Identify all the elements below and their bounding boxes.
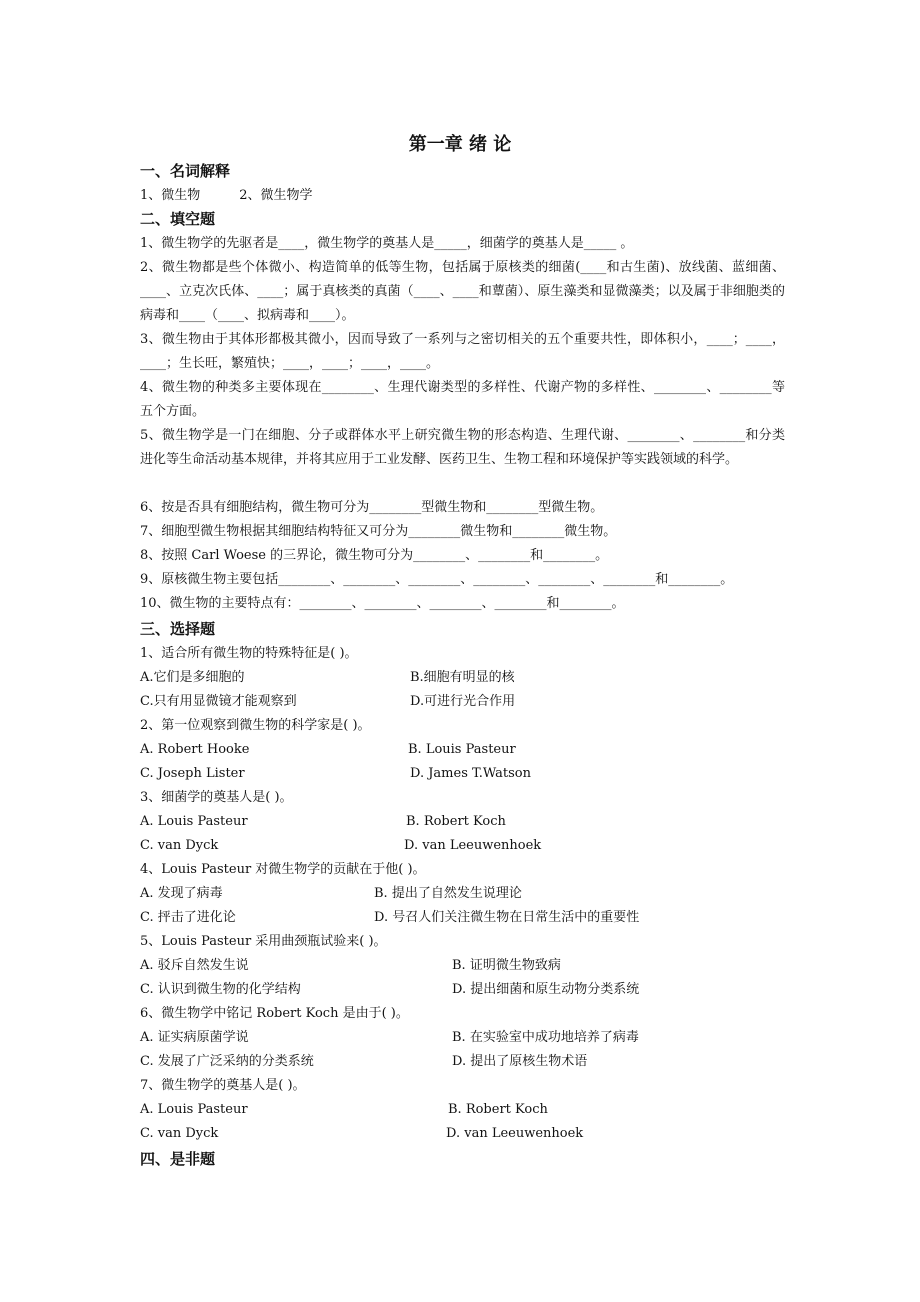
section-heading-definitions: 一、名词解释 — [140, 162, 231, 180]
choice-question-2: 2、第一位观察到微生物的科学家是( )。 — [140, 718, 371, 733]
choice-7-option-c: C. van Dyck — [140, 1126, 219, 1141]
choice-2-option-b: B. Louis Pasteur — [408, 742, 516, 757]
choice-2-option-a: A. Robert Hooke — [140, 742, 250, 757]
section-heading-fill-in: 二、填空题 — [140, 210, 216, 228]
choice-4-option-c: C. 抨击了进化论 — [140, 910, 236, 925]
choice-6-option-d: D. 提出了原核生物术语 — [452, 1054, 588, 1069]
choice-4-option-b: B. 提出了自然发生说理论 — [374, 886, 522, 901]
choice-3-option-a: A. Louis Pasteur — [140, 814, 248, 829]
choice-2-option-d: D. James T.Watson — [410, 766, 531, 781]
page-title: 第一章 绪 论 — [408, 134, 512, 155]
choice-question-6: 6、微生物学中铭记 Robert Koch 是由于( )。 — [140, 1006, 409, 1021]
fill-question-3: 3、微生物由于其体形都极其微小，因而导致了一系列与之密切相关的五个重要共性，即体积小，____；____，____；生长旺，繁殖快；____，____；____，____。 — [140, 332, 785, 371]
choice-4-option-d: D. 号召人们关注微生物在日常生活中的重要性 — [374, 910, 640, 925]
choice-3-option-d: D. van Leeuwenhoek — [404, 838, 542, 853]
definition-terms: 1、微生物 2、微生物学 — [140, 188, 313, 203]
choice-1-option-d: D.可进行光合作用 — [410, 694, 516, 709]
choice-6-option-b: B. 在实验室中成功地培养了病毒 — [452, 1030, 639, 1045]
choice-6-option-c: C. 发展了广泛采纳的分类系统 — [140, 1054, 314, 1069]
choice-5-option-a: A. 驳斥自然发生说 — [140, 958, 249, 973]
choice-7-option-b: B. Robert Koch — [448, 1102, 548, 1117]
choice-5-option-d: D. 提出细菌和原生动物分类系统 — [452, 982, 640, 997]
section-heading-true-false: 四、是非题 — [140, 1150, 216, 1168]
choice-5-option-c: C. 认识到微生物的化学结构 — [140, 982, 301, 997]
choice-1-option-c: C.只有用显微镜才能观察到 — [140, 694, 297, 709]
fill-question-6: 6、按是否具有细胞结构，微生物可分为________型微生物和________型微生物。 — [140, 500, 604, 515]
fill-question-7: 7、细胞型微生物根据其细胞结构特征又可分为________微生物和________微生物。 — [140, 524, 617, 539]
choice-question-4: 4、Louis Pasteur 对微生物学的贡献在于他( )。 — [140, 862, 426, 877]
choice-4-option-a: A. 发现了病毒 — [140, 886, 223, 901]
fill-question-10: 10、微生物的主要特点有：________、________、________、________和________。 — [140, 596, 625, 611]
choice-question-5: 5、Louis Pasteur 采用曲颈瓶试验来( )。 — [140, 934, 387, 949]
fill-question-9: 9、原核微生物主要包括________、________、________、________、________、________和________。 — [140, 572, 734, 587]
fill-question-5: 5、微生物学是一门在细胞、分子或群体水平上研究微生物的形态构造、生理代谢、________、________和分类进化等生命活动基本规律，并将其应用于工业发酵、医药卫生、生物工程和环境保护等实践领域的科学。 — [140, 428, 785, 467]
choice-3-option-b: B. Robert Koch — [406, 814, 506, 829]
choice-question-1: 1、适合所有微生物的特殊特征是( )。 — [140, 646, 358, 661]
choice-question-7: 7、微生物学的奠基人是( )。 — [140, 1078, 306, 1093]
choice-1-option-a: A.它们是多细胞的 — [140, 670, 245, 685]
fill-question-1: 1、微生物学的先驱者是____，微生物学的奠基人是_____，细菌学的奠基人是_____ 。 — [140, 236, 634, 251]
choice-2-option-c: C. Joseph Lister — [140, 766, 245, 781]
choice-5-option-b: B. 证明微生物致病 — [452, 958, 561, 973]
choice-6-option-a: A. 证实病原菌学说 — [140, 1030, 249, 1045]
fill-question-8: 8、按照 Carl Woese 的三界论，微生物可分为________、________和________。 — [140, 548, 609, 563]
section-heading-choice: 三、选择题 — [140, 620, 216, 638]
choice-7-option-d: D. van Leeuwenhoek — [446, 1126, 584, 1141]
fill-question-4: 4、微生物的种类多主要体现在________、生理代谢类型的多样性、代谢产物的多样性、________、________等五个方面。 — [140, 380, 785, 419]
fill-question-2: 2、微生物都是些个体微小、构造简单的低等生物，包括属于原核类的细菌(____和古生菌)、放线菌、蓝细菌、____、立克次氏体、____；属于真核类的真菌（____、____和蕈菌）、原生藻类和显微藻类；以及属于非细胞类的病毒和____（____、拟病毒和____）。 — [140, 260, 785, 323]
choice-3-option-c: C. van Dyck — [140, 838, 219, 853]
choice-1-option-b: B.细胞有明显的核 — [410, 670, 515, 685]
choice-question-3: 3、细菌学的奠基人是( )。 — [140, 790, 293, 805]
choice-7-option-a: A. Louis Pasteur — [140, 1102, 248, 1117]
